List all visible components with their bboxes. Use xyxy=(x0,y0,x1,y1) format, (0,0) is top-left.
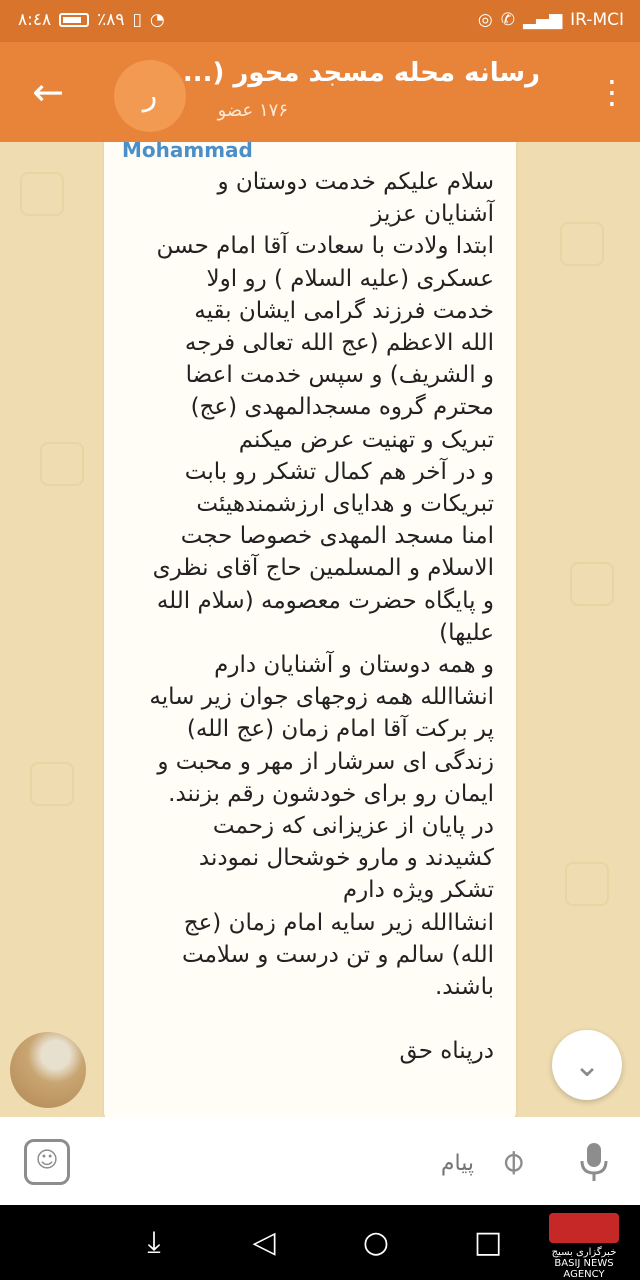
message-line: پر برکت آقا امام زمان (عج الله) xyxy=(186,716,494,743)
message-line: سلام علیکم خدمت دوستان و xyxy=(217,169,494,195)
message-input[interactable] xyxy=(92,1145,476,1181)
message-line: آشنایان عزیز xyxy=(371,201,494,228)
message-input-bar xyxy=(0,1117,640,1205)
message-line: و در آخر هم کمال تشکر رو بابت xyxy=(184,458,494,485)
status-left xyxy=(18,10,165,30)
bg-pattern-decoration xyxy=(40,442,84,486)
signal-icon: ▂▄▆ xyxy=(522,10,563,30)
bg-pattern-decoration xyxy=(565,862,609,906)
vibrate-icon: ▯ xyxy=(132,10,142,30)
message-line: ابتدا ولادت با سعادت آقا امام حسن xyxy=(156,233,494,260)
whatsapp-icon: ✆ xyxy=(500,10,515,30)
message-line: کشیدند و مارو خوشحال نمودند xyxy=(198,845,494,872)
notification-icon: ◎ xyxy=(477,10,493,30)
watermark-line2: BASIJ NEWS AGENCY xyxy=(554,1258,614,1280)
member-count: ۱۷۶ عضو xyxy=(217,100,288,121)
message-line: عسکری (علیه السلام ) رو اولا xyxy=(206,265,494,292)
basij-news-watermark xyxy=(538,1213,630,1280)
message-line: و الشریف) و سپس خدمت اعضا xyxy=(185,362,494,389)
alarm-icon: ◔ xyxy=(149,10,165,30)
message-line: ایمان رو برای خودشون رقم بزنند. xyxy=(168,780,494,807)
bg-pattern-decoration xyxy=(20,172,64,216)
message-line: درپناه حق xyxy=(399,1038,494,1065)
message-line: باشند. xyxy=(434,974,494,1001)
chat-area[interactable] xyxy=(0,142,640,1117)
message-line: امنا مسجد المهدی خصوصا حجت xyxy=(180,523,494,550)
message-line: الاسلام و المسلمین حاج آقای نظری xyxy=(152,555,494,582)
bg-pattern-decoration xyxy=(560,222,604,266)
message-bubble[interactable] xyxy=(104,142,516,1117)
message-line: الله) سالم و تن درست و سلامت xyxy=(181,941,494,968)
status-time: ٨:٤٨ xyxy=(18,10,52,30)
emoji-icon[interactable]: ☺ xyxy=(24,1139,70,1185)
message-line: انشاالله زیر سایه امام زمان (عج xyxy=(183,909,494,936)
message-line: در پایان از عزیزانی که زحمت xyxy=(212,813,494,840)
attach-icon[interactable]: ⌀ xyxy=(490,1139,534,1183)
message-line: محترم گروه مسجدالمهدی (عج) xyxy=(190,394,494,421)
message-line: و همه دوستان و آشنایان دارم xyxy=(214,652,494,679)
recents-nav-icon[interactable]: □ xyxy=(473,1225,503,1260)
message-line xyxy=(114,1003,494,1035)
message-line: تشکر ویژه دارم xyxy=(342,877,494,904)
message-text xyxy=(114,166,494,1068)
status-bar xyxy=(0,0,640,42)
carrier-name: IR-MCI xyxy=(570,10,624,30)
bg-pattern-decoration xyxy=(570,562,614,606)
microphone-icon[interactable] xyxy=(574,1139,614,1183)
message-line: الله الاعظم (عج الله تعالی فرجه xyxy=(184,330,494,357)
watermark-line1: خبرگزاری بسیج xyxy=(551,1247,617,1258)
chat-header xyxy=(0,42,640,142)
message-line: خدمت فرزند گرامی ایشان بقیه xyxy=(194,297,494,324)
more-options-icon[interactable]: ⋮ xyxy=(596,73,628,111)
message-line: زندگی ای سرشار از مهر و محبت و xyxy=(157,748,494,775)
channel-title[interactable]: رسانه محله مسجد محور (... xyxy=(182,58,540,88)
sender-avatar[interactable] xyxy=(10,1032,86,1108)
message-line: علیها) xyxy=(439,619,494,646)
home-nav-icon[interactable]: ○ xyxy=(362,1225,390,1260)
back-arrow-icon[interactable]: ← xyxy=(32,70,64,114)
message-line: تبریکات و هدایای ارزشمندهیئت xyxy=(196,491,494,518)
scroll-down-button[interactable]: ⌄ xyxy=(552,1030,622,1100)
hide-keyboard-icon[interactable]: ⤓ xyxy=(147,1225,161,1260)
sender-name[interactable]: Mohammad xyxy=(122,142,253,162)
channel-avatar[interactable]: ر xyxy=(114,60,186,132)
battery-percent: ٪٨٩ xyxy=(97,10,125,30)
system-nav-bar xyxy=(0,1205,640,1280)
bg-pattern-decoration xyxy=(30,762,74,806)
basij-logo xyxy=(549,1213,619,1243)
message-line: انشاالله همه زوجهای جوان زیر سایه xyxy=(149,684,494,711)
status-right xyxy=(478,10,624,30)
message-line: و پایگاه حضرت معصومه (سلام الله xyxy=(156,587,494,614)
message-line: تبریک و تهنیت عرض میکنم xyxy=(238,426,494,453)
back-nav-icon[interactable]: ◁ xyxy=(252,1225,276,1260)
battery-icon xyxy=(59,13,89,27)
